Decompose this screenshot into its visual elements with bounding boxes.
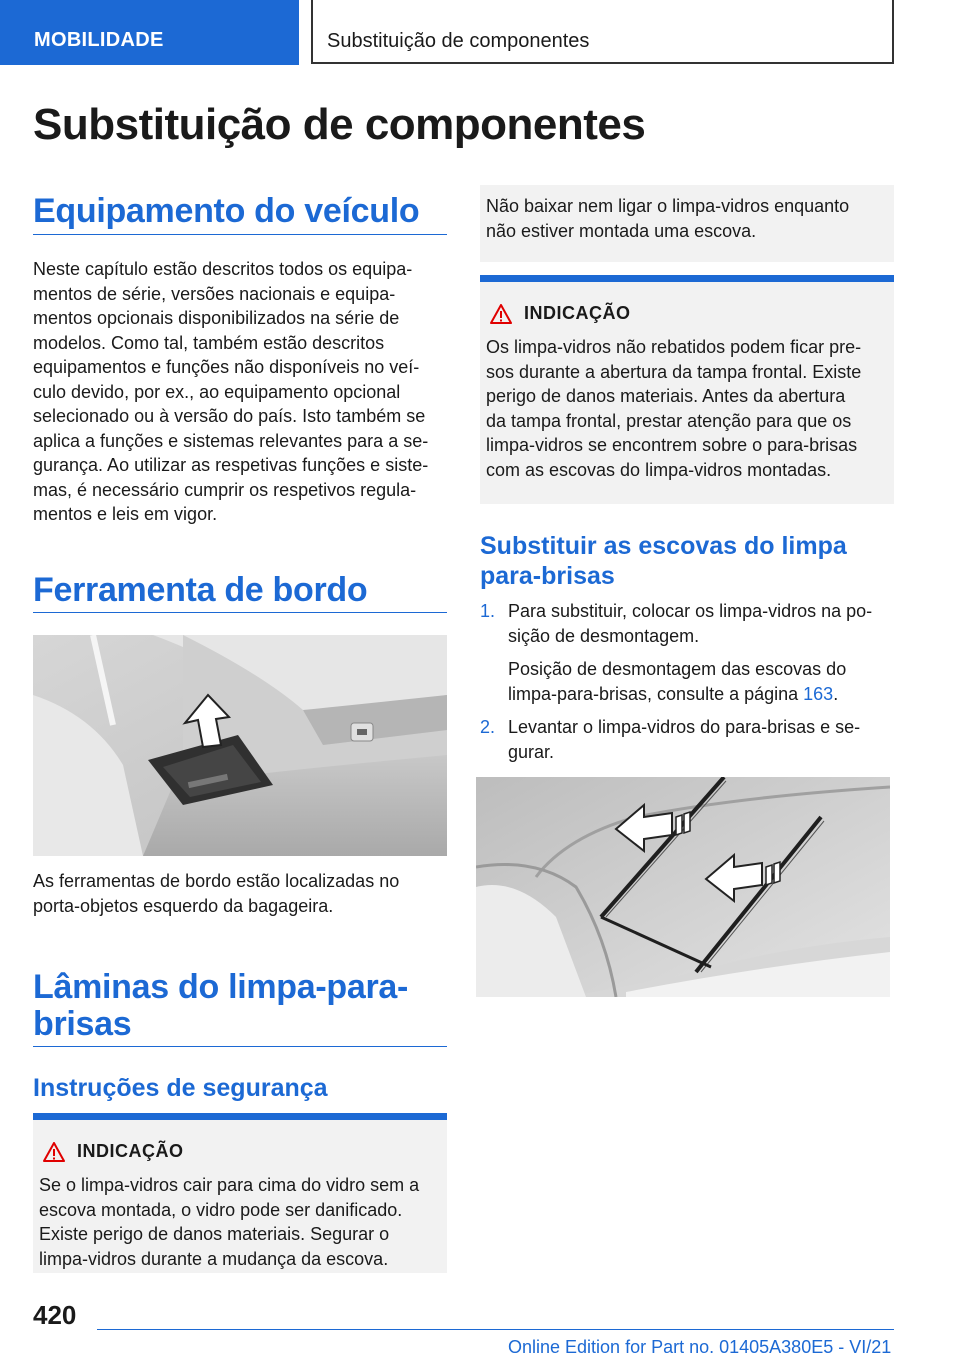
notice-text	[39, 1173, 449, 1271]
text-line: Para substituir, colocar os limpa-vidros na po‐	[508, 601, 873, 621]
text-line: modelos. Como tal, também estão descritos	[33, 332, 385, 353]
notice-header	[490, 303, 631, 324]
text-line: Neste capítulo estão descritos todos os equipa‐	[33, 259, 413, 279]
footer-rule	[97, 1329, 894, 1330]
heading-rule	[33, 612, 447, 613]
heading-laminas	[33, 969, 453, 1042]
page-title: Substituição de componentes	[33, 100, 646, 149]
notice-header	[43, 1141, 184, 1162]
notice-bar	[33, 1113, 447, 1120]
text-line: Posição de desmontagem das escovas do	[508, 659, 847, 679]
text-line: selecionado ou à versão do país. Isto também se	[33, 406, 426, 426]
text-line: equipamentos e funções não disponíveis no veí‐	[33, 357, 420, 377]
notice-bar	[480, 275, 894, 282]
page-reference-link[interactable]: 163	[803, 683, 834, 704]
tool-caption	[33, 869, 453, 918]
step-list	[480, 599, 900, 764]
edition-footer: Online Edition for Part no. 01405A380E5 - VI/21	[508, 1337, 892, 1357]
notice-text	[486, 335, 896, 482]
text-line: As ferramentas de bordo estão localizadas no	[33, 871, 400, 891]
text-line: Os limpa-vidros não rebatidos podem ficar pre‐	[486, 337, 862, 357]
text-span: .	[833, 683, 839, 704]
heading-rule	[33, 1046, 447, 1047]
heading-line: para-brisas	[480, 562, 615, 590]
step-number: 2.	[480, 717, 496, 737]
section-tab-label: MOBILIDADE	[34, 29, 164, 51]
text-line: mas, é necessário cumprir os respetivos regula‐	[33, 479, 417, 500]
text-line: aplica a funções e sistemas relevantes para a se‐	[33, 430, 429, 451]
text-line: Se o limpa-vidros cair para cima do vidro sem a	[39, 1175, 420, 1195]
text-line: perigo de danos materiais. Antes da abertura	[486, 386, 846, 406]
notice-title: INDICAÇÃO	[524, 303, 631, 323]
heading-substituir	[480, 531, 900, 591]
heading-rule	[33, 234, 447, 235]
text-line: porta-objetos esquerdo da bagageira.	[33, 895, 334, 916]
text-line: gurar.	[508, 741, 555, 762]
text-line: mentos de série, versões nacionais e equipa‐	[33, 283, 396, 304]
heading-ferramenta: Ferramenta de bordo	[33, 571, 368, 609]
text-line: Levantar o limpa-vidros do para-brisas e se‐	[508, 717, 861, 737]
step-item	[480, 715, 900, 764]
notice-box	[480, 275, 894, 504]
heading-line: brisas	[33, 1004, 132, 1043]
warning-triangle-icon	[490, 304, 512, 324]
text-line: não estiver montada uma escova.	[486, 220, 757, 241]
text-line: culo devido, por ex., ao equipamento opcional	[33, 381, 401, 402]
equipment-paragraph	[33, 257, 453, 527]
step-number: 1.	[480, 601, 496, 621]
page-number: 420	[33, 1300, 77, 1330]
heading-line: Substituir as escovas do limpa	[480, 532, 847, 560]
text-line: sos durante a abertura da tampa frontal. Existe	[486, 361, 862, 382]
text-line	[508, 682, 900, 707]
warning-triangle-icon	[43, 1142, 65, 1162]
text-line: sição de desmontagem.	[508, 625, 700, 646]
heading-line: Lâminas do limpa-para-	[33, 968, 409, 1006]
notice-text	[486, 194, 896, 243]
text-span: limpa-para-brisas, consulte a página	[508, 683, 804, 704]
text-line: mentos e leis em vigor.	[33, 504, 218, 524]
heading-safety: Instruções de segurança	[33, 1074, 328, 1102]
text-line: da tampa frontal, prestar atenção para que os	[486, 410, 852, 431]
notice-box	[33, 1113, 447, 1273]
notice-continuation	[480, 185, 894, 262]
section-tab[interactable]	[0, 0, 299, 65]
chapter-header	[311, 0, 894, 64]
windscreen-wipers-image	[476, 777, 890, 997]
trunk-storage-compartment-image	[33, 635, 447, 856]
text-line: Não baixar nem ligar o limpa-vidros enquanto	[486, 196, 850, 216]
text-line: escova montada, o vidro pode ser danificado.	[39, 1199, 403, 1220]
chapter-title: Substituição de componentes	[327, 30, 590, 52]
text-line: gurança. Ao utilizar as respetivas funções e siste‐	[33, 455, 429, 475]
text-line: mentos opcionais disponibilizados na série de	[33, 308, 400, 328]
text-line: Existe perigo de danos materiais. Segurar o	[39, 1224, 390, 1244]
step-item	[480, 599, 900, 706]
notice-title: INDICAÇÃO	[77, 1141, 184, 1161]
text-line: limpa-vidros se encontrem sobre o para-brisas	[486, 435, 858, 455]
text-line: limpa-vidros durante a mudança da escova.	[39, 1248, 389, 1269]
heading-equipamento: Equipamento do veículo	[33, 192, 420, 230]
text-line: com as escovas do limpa-vidros montadas.	[486, 459, 832, 480]
